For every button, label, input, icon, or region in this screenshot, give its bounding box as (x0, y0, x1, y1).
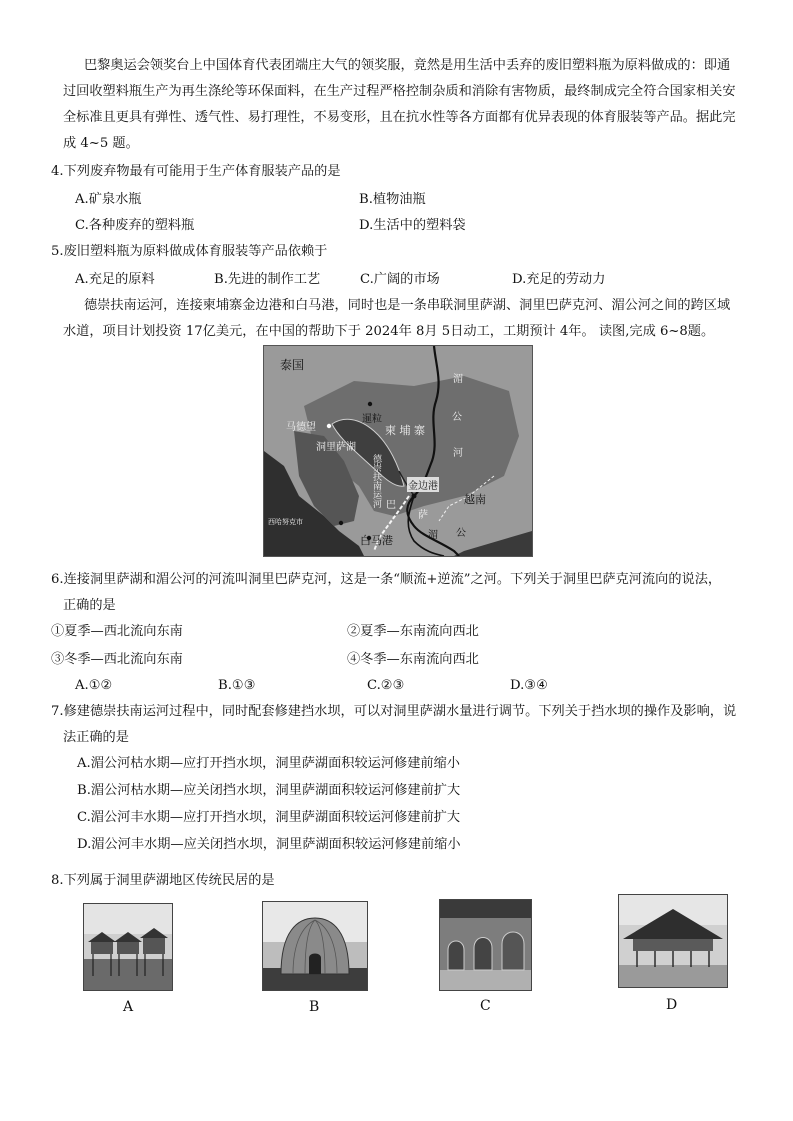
photo-grass-hut (262, 901, 368, 991)
label-canal: 德崇扶南运河 (371, 454, 381, 508)
option-b: B.①③ (218, 678, 256, 693)
label-thailand: 泰国 (280, 358, 305, 372)
passage-1-line: 成 4~5 题。 (63, 136, 139, 151)
question-stem: 正确的是 (63, 598, 116, 613)
option-c: C.湄公河丰水期—应打开挡水坝，洞里萨湖面积较运河修建前扩大 (77, 810, 461, 825)
question-stem: 6.连接洞里萨湖和湄公河的河流叫洞里巴萨克河，这是一条“顺流+逆流”之河。下列关于洞里巴萨克河流向的说法， (51, 572, 722, 587)
option-c: C.②③ (367, 678, 405, 693)
map-terrain (264, 346, 532, 556)
passage-1-line: 全标准且更具有弹性、透气性、易打理性，不易变形，且在抗水性等各方面都有优异表现的体育服装等产品。据此完 (63, 110, 736, 125)
option-a: A.矿泉水瓶 (75, 192, 142, 207)
passage-1-line: 过回收塑料瓶生产为再生涤纶等环保面料，在生产过程严格控制杂质和消除有害物质，最终制成完全符合国家相关安 (63, 84, 736, 99)
caption-b: B (309, 999, 320, 1015)
passage-1-line: 巴黎奥运会领奖台上中国体育代表团端庄大气的领奖服，竟然是用生活中丢弃的废旧塑料瓶为原料做成的：即通 (84, 58, 731, 73)
option-a: A.①② (75, 678, 113, 693)
option-b: B.先进的制作工艺 (214, 272, 321, 287)
statement-3: ③冬季—西北流向东南 (51, 652, 183, 667)
question-stem: 8.下列属于洞里萨湖地区传统民居的是 (51, 873, 275, 888)
option-a: A.湄公河枯水期—应打开挡水坝，洞里萨湖面积较运河修建前缩小 (77, 756, 460, 771)
photo-cave-dwelling (439, 899, 532, 991)
label-delta-2: 公 (456, 528, 466, 539)
label-cambodia: 柬 埔 寨 (385, 424, 425, 437)
label-phnompenh: 金边港 (407, 477, 439, 492)
photo-stilt-houses (83, 903, 173, 991)
caption-c: C (480, 998, 491, 1014)
label-mekong-3: 河 (453, 448, 463, 459)
option-d: D.③④ (510, 678, 548, 693)
label-vietnam: 越南 (464, 493, 486, 506)
option-b: B.植物油瓶 (359, 192, 426, 207)
label-delta: 湄 (428, 530, 438, 541)
statement-1: ①夏季—西北流向东南 (51, 624, 183, 639)
statement-4: ④冬季—东南流向西北 (347, 652, 479, 667)
option-d: D.充足的劳动力 (512, 272, 606, 287)
passage-2-line: 德崇扶南运河，连接柬埔寨金边港和白马港，同时也是一条串联洞里萨湖、洞里巴萨克河、湄公河之间的跨区域 (84, 298, 731, 313)
option-c: C.广阔的市场 (360, 272, 440, 287)
option-d: D.生活中的塑料袋 (359, 218, 466, 233)
option-a: A.充足的原料 (75, 272, 155, 287)
photo-wooden-house (618, 894, 728, 988)
label-mekong-1: 湄 (453, 374, 463, 385)
label-tonlesap: 洞里萨湖 (316, 442, 356, 453)
label-battambang: 马德望 (286, 422, 316, 433)
label-sihanoukville: 西哈努克市 (268, 518, 303, 526)
option-b: B.湄公河枯水期—应关闭挡水坝，洞里萨湖面积较运河修建前扩大 (77, 783, 461, 798)
label-mekong-2: 公 (452, 412, 462, 423)
question-stem: 4.下列废弃物最有可能用于生产体育服装产品的是 (51, 164, 341, 179)
option-d: D.湄公河丰水期—应关闭挡水坝，洞里萨湖面积较运河修建前缩小 (77, 837, 461, 852)
option-c: C.各种废弃的塑料瓶 (75, 218, 195, 233)
passage-2-line: 水道，项目计划投资 17亿美元，在中国的帮助下于 2024年 8月 5日动工，工期预计 4年。 读图,完成 6~8题。 (63, 324, 715, 339)
label-bassac: 巴 (386, 500, 396, 511)
caption-d: D (666, 997, 678, 1013)
statement-2: ②夏季—东南流向西北 (347, 624, 479, 639)
question-stem: 7.修建德崇扶南运河过程中，同时配套修建挡水坝，可以对洞里萨湖水量进行调节。下列关于挡水坝的操作及影响，说 (51, 704, 737, 719)
label-baima: 白马港 (360, 534, 393, 547)
caption-a: A (123, 999, 134, 1015)
question-stem: 5.废旧塑料瓶为原料做成体育服装等产品依赖于 (51, 244, 328, 259)
label-siemreap: 暹粒 (362, 414, 382, 425)
question-stem: 法正确的是 (63, 730, 129, 745)
cambodia-map (263, 345, 533, 557)
label-bassac-2: 萨 (418, 510, 428, 521)
